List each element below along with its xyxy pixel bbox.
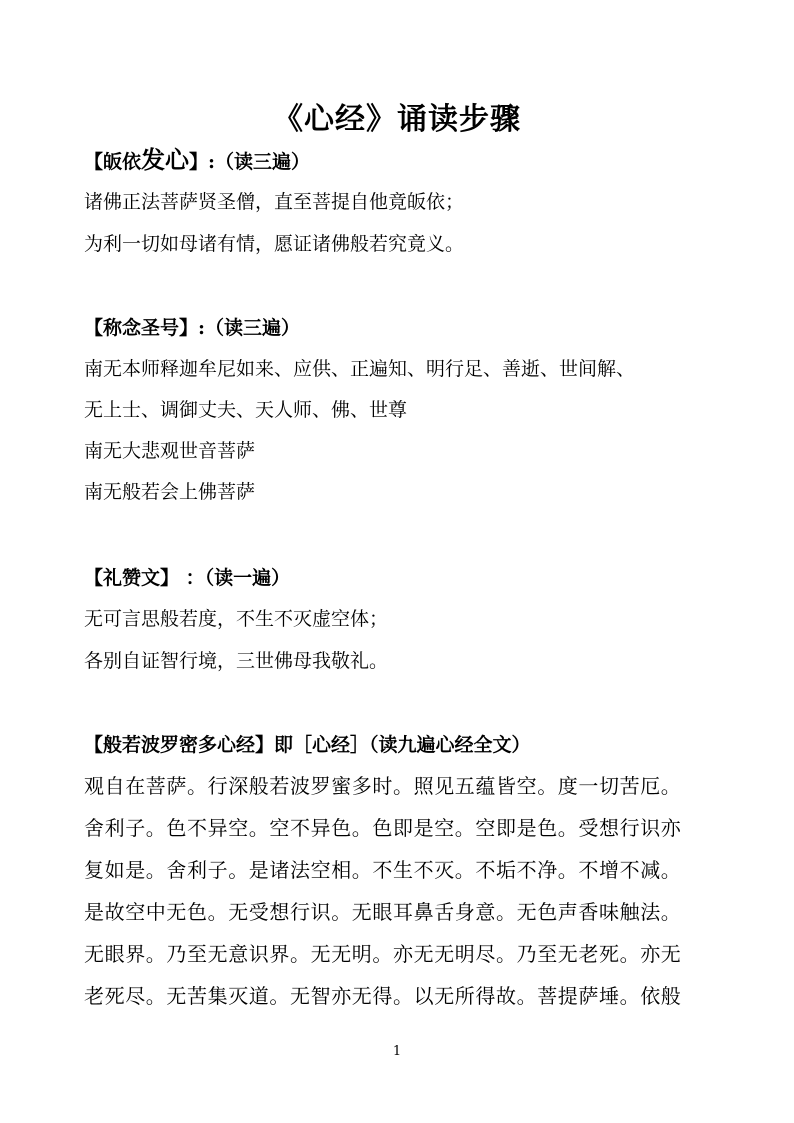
- sutra-line: 无眼界。乃至无意识界。无无明。亦无无明尽。乃至无老死。亦无: [84, 942, 682, 966]
- holy-names-line: 南无大悲观世音菩萨: [84, 440, 256, 462]
- holy-names-line: 南无本师释迦牟尼如来、应供、正遍知、明行足、善逝、世间解、: [84, 358, 636, 380]
- heading-prefix: 【皈依: [84, 151, 142, 173]
- praise-line: 各别自证智行境，三世佛母我敬礼。: [84, 650, 389, 672]
- sutra-line: 复如是。舍利子。是诸法空相。不生不灭。不垢不净。不增不减。: [84, 858, 682, 882]
- praise-line: 无可言思般若度，不生不灭虚空体；: [84, 608, 389, 630]
- section-holy-names-heading: 【称念圣号】:（读三遍）: [84, 317, 301, 339]
- holy-names-line: 无上士、调御丈夫、天人师、佛、世尊: [84, 399, 408, 421]
- section-heart-sutra-heading: 【般若波罗密多心经】即［心经］（读九遍心经全文）: [84, 734, 531, 756]
- page-title: 《心经》诵读步骤: [273, 102, 521, 137]
- sutra-line: 观自在菩萨。行深般若波罗蜜多时。照见五蕴皆空。度一切苦厄。: [84, 774, 682, 798]
- holy-names-line: 南无般若会上佛菩萨: [84, 481, 256, 503]
- section-refuge-heading: [84, 146, 310, 176]
- sutra-line: 老死尽。无苦集灭道。无智亦无得。以无所得故。菩提萨埵。依般: [84, 984, 682, 1008]
- heading-suffix: 】:（读三遍）: [189, 151, 311, 173]
- refuge-line: 为利一切如母诸有情，愿证诸佛般若究竟义。: [84, 233, 465, 255]
- heading-emphasis: 发心: [141, 145, 190, 174]
- page-number: 1: [392, 1044, 402, 1059]
- refuge-line: 诸佛正法菩萨贤圣僧，直至菩提自他竟皈依；: [84, 191, 465, 213]
- sutra-line: 舍利子。色不异空。空不异色。色即是空。空即是色。受想行识亦: [84, 816, 682, 840]
- sutra-line: 是故空中无色。无受想行识。无眼耳鼻舌身意。无色声香味触法。: [84, 900, 682, 924]
- section-praise-heading: 【礼赞文】 ：（读一遍）: [84, 567, 291, 589]
